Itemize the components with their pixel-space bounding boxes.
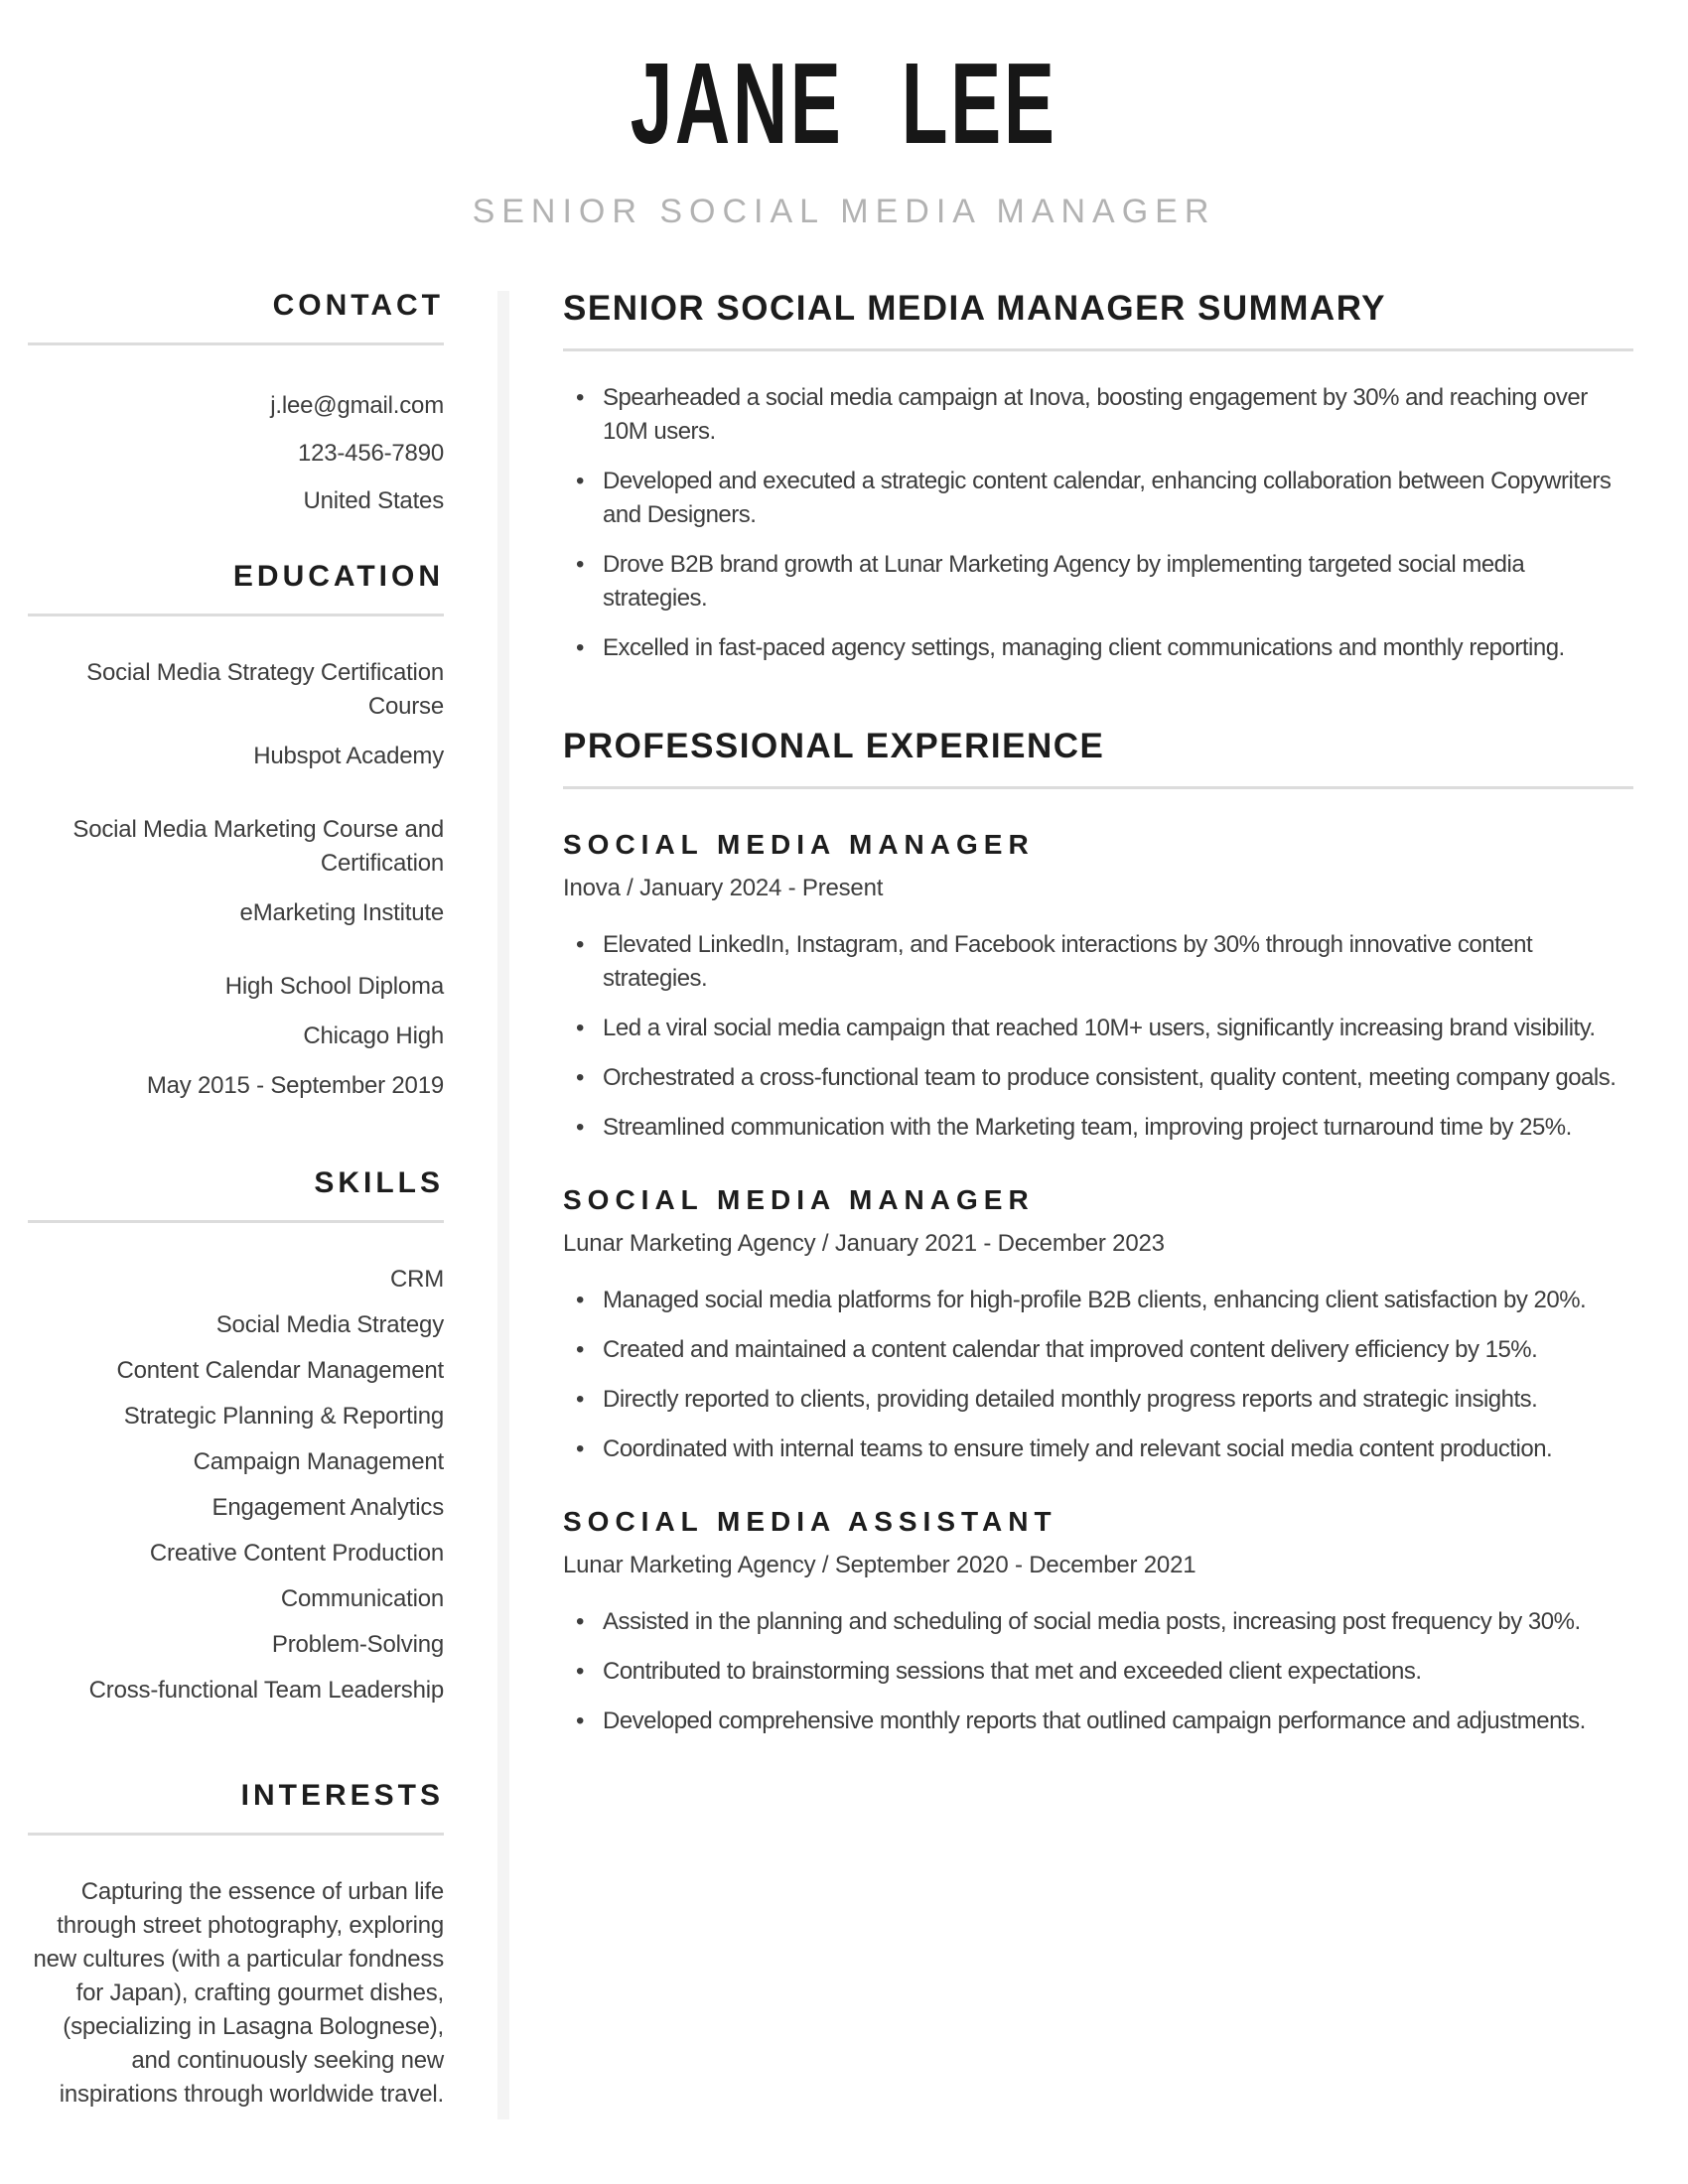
skill-item: Content Calendar Management	[116, 1357, 444, 1384]
content-columns	[0, 289, 1688, 2119]
candidate-name	[0, 39, 1688, 168]
job-title: SOCIAL MEDIA MANAGER	[563, 1184, 1035, 1215]
skill-item: Social Media Strategy	[215, 1311, 444, 1338]
job-meta: Inova / January 2024 - Present	[563, 875, 884, 901]
summary-section	[563, 289, 1633, 665]
bullet-item: • Spearheaded a social media campaign at Inova, boosting engagement by 30% and reaching over 10M users.	[563, 381, 1633, 449]
bullet-item: • Streamlined communication with the Marketing team, improving project turnaround time by 25%.	[563, 1111, 1633, 1145]
bullet-item: • Developed comprehensive monthly reports that outlined campaign performance and adjustments.	[563, 1705, 1633, 1738]
education-degree: Social Media Marketing Course and Certification	[72, 816, 444, 877]
education-heading: EDUCATION	[232, 560, 444, 593]
summary-heading: SENIOR SOCIAL MEDIA MANAGER SUMMARY	[563, 289, 1387, 328]
interests-heading: INTERESTS	[240, 1779, 444, 1812]
job-bullets	[563, 928, 1633, 1145]
job-title: SOCIAL MEDIA ASSISTANT	[563, 1506, 1057, 1537]
experience-section	[563, 727, 1633, 1738]
skill-item: Problem-Solving	[271, 1631, 444, 1658]
candidate-title: SENIOR SOCIAL MEDIA MANAGER	[472, 193, 1216, 230]
education-entry	[28, 813, 444, 930]
resume-header	[0, 0, 1688, 231]
experience-rule	[563, 786, 1633, 789]
bullet-item: • Led a viral social media campaign that reached 10M+ users, significantly increasing brand visibility.	[563, 1012, 1633, 1045]
education-school: Chicago High	[303, 1023, 444, 1049]
job-entry	[563, 1184, 1633, 1466]
skill-item: Creative Content Production	[149, 1540, 444, 1567]
education-rule	[28, 614, 444, 616]
experience-heading: PROFESSIONAL EXPERIENCE	[563, 727, 1105, 765]
column-divider	[497, 291, 509, 2119]
job-meta: Lunar Marketing Agency / January 2021 - December 2023	[563, 1230, 1165, 1257]
skills-section	[28, 1166, 444, 1707]
skill-item: Campaign Management	[193, 1448, 444, 1475]
interests-text: Capturing the essence of urban life through street photography, exploring new cultures (with a particular fondness for Japan), crafting gourmet dishes, (specializing in Lasagna Bolognese), and continuously seeking new inspirations through worldwide travel.	[33, 1878, 444, 2108]
skill-item: Engagement Analytics	[211, 1494, 444, 1521]
contact-section	[28, 289, 444, 518]
job-bullets	[563, 1605, 1633, 1738]
candidate-name-text: JANE LEE	[631, 39, 1057, 168]
job-title: SOCIAL MEDIA MANAGER	[563, 829, 1035, 860]
education-section	[28, 560, 444, 1103]
bullet-item: • Developed and executed a strategic content calendar, enhancing collaboration between Copywriters and Designers.	[563, 465, 1633, 532]
job-bullets	[563, 1284, 1633, 1466]
sidebar	[28, 289, 444, 2119]
skill-item: Cross-functional Team Leadership	[88, 1677, 444, 1704]
skills-heading: SKILLS	[314, 1166, 444, 1199]
skills-list	[28, 1263, 444, 1707]
interests-section	[28, 1779, 444, 2112]
bullet-item: • Coordinated with internal teams to ensure timely and relevant social media content production.	[563, 1433, 1633, 1466]
education-entry	[28, 970, 444, 1103]
bullet-item: • Drove B2B brand growth at Lunar Marketing Agency by implementing targeted social media strategies.	[563, 548, 1633, 615]
contact-location: United States	[303, 487, 444, 514]
bullet-item: • Orchestrated a cross-functional team to produce consistent, quality content, meeting company goals.	[563, 1061, 1633, 1095]
skills-rule	[28, 1220, 444, 1223]
contact-rule	[28, 342, 444, 345]
interests-rule	[28, 1833, 444, 1836]
education-entry	[28, 656, 444, 773]
bullet-item: • Managed social media platforms for high-profile B2B clients, enhancing client satisfaction by 20%.	[563, 1284, 1633, 1317]
contact-phone: 123-456-7890	[297, 440, 444, 467]
bullet-item: • Excelled in fast-paced agency settings, managing client communications and monthly reporting.	[563, 631, 1633, 665]
job-entry	[563, 1506, 1633, 1738]
bullet-item: • Elevated LinkedIn, Instagram, and Facebook interactions by 30% through innovative content strategies.	[563, 928, 1633, 996]
summary-rule	[563, 348, 1633, 351]
contact-email: j.lee@gmail.com	[270, 392, 444, 419]
skill-item: Communication	[280, 1585, 444, 1612]
contact-items	[28, 389, 444, 518]
bullet-item: • Created and maintained a content calendar that improved content delivery efficiency by 15%.	[563, 1333, 1633, 1367]
bullet-item: • Contributed to brainstorming sessions that met and exceeded client expectations.	[563, 1655, 1633, 1689]
skill-item: Strategic Planning & Reporting	[123, 1403, 444, 1430]
education-school: eMarketing Institute	[239, 899, 444, 926]
education-dates: May 2015 - September 2019	[146, 1072, 444, 1099]
skill-item: CRM	[389, 1266, 444, 1293]
education-school: Hubspot Academy	[253, 743, 444, 769]
contact-heading: CONTACT	[272, 289, 444, 322]
bullet-item: • Directly reported to clients, providing detailed monthly progress reports and strategic insights.	[563, 1383, 1633, 1417]
summary-bullets	[563, 381, 1633, 665]
job-entry	[563, 829, 1633, 1145]
job-meta: Lunar Marketing Agency / September 2020 - December 2021	[563, 1552, 1196, 1578]
main-content	[563, 289, 1633, 2119]
bullet-item: • Assisted in the planning and scheduling of social media posts, increasing post frequency by 30%.	[563, 1605, 1633, 1639]
education-degree: Social Media Strategy Certification Course	[86, 659, 444, 720]
education-degree: High School Diploma	[224, 973, 444, 1000]
